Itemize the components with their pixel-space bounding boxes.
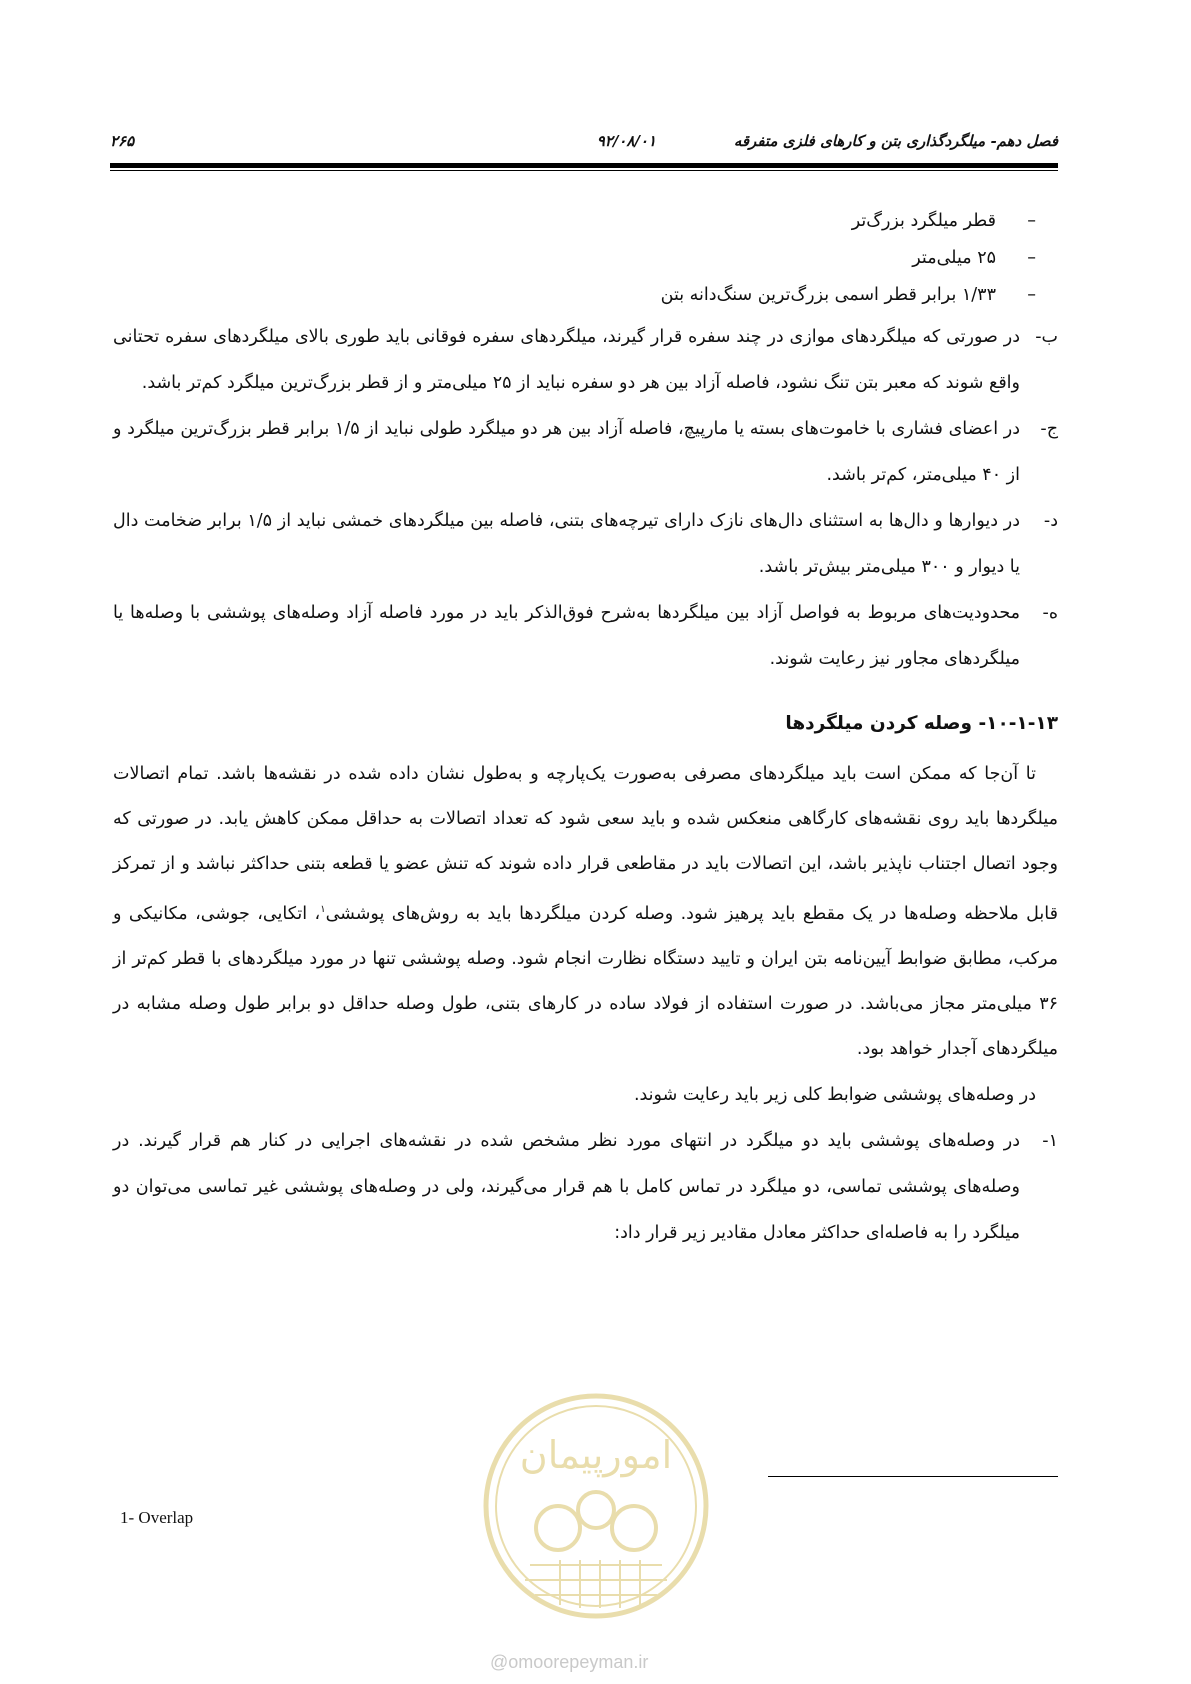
list-item-text: ۱/۳۳ برابر قطر اسمی بزرگ‌ترین سنگ‌دانه بتن bbox=[660, 285, 996, 305]
footnote-rule bbox=[768, 1476, 1058, 1477]
list-item bbox=[113, 203, 1036, 240]
document-body bbox=[113, 203, 1058, 1256]
seal-text: امورپیمان bbox=[519, 1433, 673, 1477]
header-rule-thin bbox=[110, 170, 1058, 171]
numbered-marker: ۱- bbox=[1042, 1130, 1058, 1151]
numbered-item-1 bbox=[113, 1118, 1058, 1256]
footnote: 1- Overlap bbox=[120, 1508, 194, 1527]
clause-text: محدودیت‌های مربوط به فواصل آزاد بین میلگردها به‌شرح فوق‌الذکر باید در مورد فاصله آزاد وصله‌های پوششی با وصله‌ها یا میلگردهای مجاور نیز رعایت شوند. bbox=[113, 603, 1020, 669]
list-item bbox=[113, 240, 1036, 277]
clause-h bbox=[113, 590, 1058, 682]
list-item bbox=[113, 277, 1036, 314]
clause-b bbox=[113, 314, 1058, 406]
clause-marker: ج- bbox=[1040, 419, 1058, 439]
dash-mark: – bbox=[1027, 211, 1036, 231]
intro-line: در وصله‌های پوششی ضوابط کلی زیر باید رعایت شوند. bbox=[633, 1084, 1036, 1105]
list-item-text: ۲۵ میلی‌متر bbox=[912, 248, 996, 268]
clause-marker: د- bbox=[1043, 511, 1058, 531]
paragraph-text: ، اتکایی، جوشی، مکانیکی و مرکب، مطابق ضوابط آیین‌نامه بتن ایران و تایید دستگاه نظارت انجام شود. وصله پوششی تنها در مورد میلگردهای با قطر کم‌تر از ۳۶ میلی‌متر مجاز می‌باشد. در صورت استفاده از فولاد ساده در کارهای بتنی، طول وصله حداقل دو برابر طول وصله مشابه در میلگردهای آجدار خواهد بود. bbox=[113, 903, 1058, 1059]
clause-text: در دیوارها و دال‌ها به استثنای دال‌های نازک دارای تیرچه‌های بتنی، فاصله بین میلگردهای خمشی نباید از ۱/۵ برابر ضخامت دال یا دیوار و ۳۰۰ میلی‌متر بیش‌تر باشد. bbox=[113, 511, 1020, 577]
clause-text: در اعضای فشاری با خاموت‌های بسته یا مارپیچ، فاصله آزاد بین هر دو میلگرد طولی نباید از ۱/۵ برابر قطر بزرگ‌ترین میلگرد و از ۴۰ میلی‌متر، کم‌تر باشد. bbox=[113, 419, 1020, 485]
clause-d bbox=[113, 498, 1058, 590]
watermark-seal-icon bbox=[480, 1390, 712, 1622]
paragraph-text: تا آن‌جا که ممکن است باید میلگردهای مصرفی به‌صورت یک‌پارچه و به‌طول نشان داده شده در نقشه‌ها باشد. تمام اتصالات میلگردها باید روی نقشه‌های کارگاهی منعکس شده و باید سعی شود که تعداد اتصالات به حداقل ممکن کاهش یابد. در صورتی که وجود اتصال اجتناب ناپذیر باشد، این اتصالات باید در مقاطعی قرار داده شوند که تنش عضو یا قطعه بتنی حداکثر نباشد و از تمرکز قابل ملاحظه وصله‌ها در یک مقطع باید پرهیز شود. وصله کردن میلگردها باید به روش‌های پوششی bbox=[113, 764, 1058, 924]
page-header bbox=[110, 128, 1058, 168]
dash-mark: – bbox=[1027, 285, 1036, 305]
footnote-ref: ۱ bbox=[320, 904, 326, 915]
header-rule-thick bbox=[110, 163, 1058, 168]
clause-marker: ه- bbox=[1042, 603, 1058, 623]
chapter-title: فصل دهم- میلگردگذاری بتن و کارهای فلزی متفرقه bbox=[733, 132, 1058, 150]
dash-mark: – bbox=[1027, 248, 1036, 268]
section-paragraph bbox=[113, 752, 1058, 1072]
page-number: ۲۶۵ bbox=[110, 132, 135, 150]
clause-marker: ب- bbox=[1035, 327, 1058, 347]
clause-text: در صورتی که میلگردهای موازی در چند سفره قرار گیرند، میلگردهای سفره فوقانی باید طوری بالای میلگردهای سفره تحتانی واقع شوند که معبر بتن تنگ نشود، فاصله آزاد بین هر دو سفره نباید از ۲۵ میلی‌متر و از قطر بزرگ‌ترین میلگرد کم‌تر باشد. bbox=[113, 327, 1020, 393]
clause-j bbox=[113, 406, 1058, 498]
dash-list bbox=[113, 203, 1058, 314]
section-heading: ۱۰-۱-۱۳- وصله کردن میلگردها bbox=[785, 713, 1058, 734]
watermark-url: @omoorepeyman.ir bbox=[490, 1652, 649, 1672]
list-item-text: قطر میلگرد بزرگ‌تر bbox=[851, 211, 996, 231]
header-date: ۹۲/۰۸/۰۱ bbox=[596, 132, 656, 150]
numbered-text: در وصله‌های پوششی باید دو میلگرد در انتهای مورد نظر مشخص شده در نقشه‌های اجرایی در کنار هم قرار گیرند. در وصله‌های پوششی تماسی، دو میلگرد در تماس کامل با هم قرار می‌گیرند، ولی در وصله‌های پوششی غیر تماسی می‌توان دو میلگرد را به فاصله‌ای حداکثر معادل مقادیر زیر قرار داد: bbox=[113, 1130, 1020, 1243]
